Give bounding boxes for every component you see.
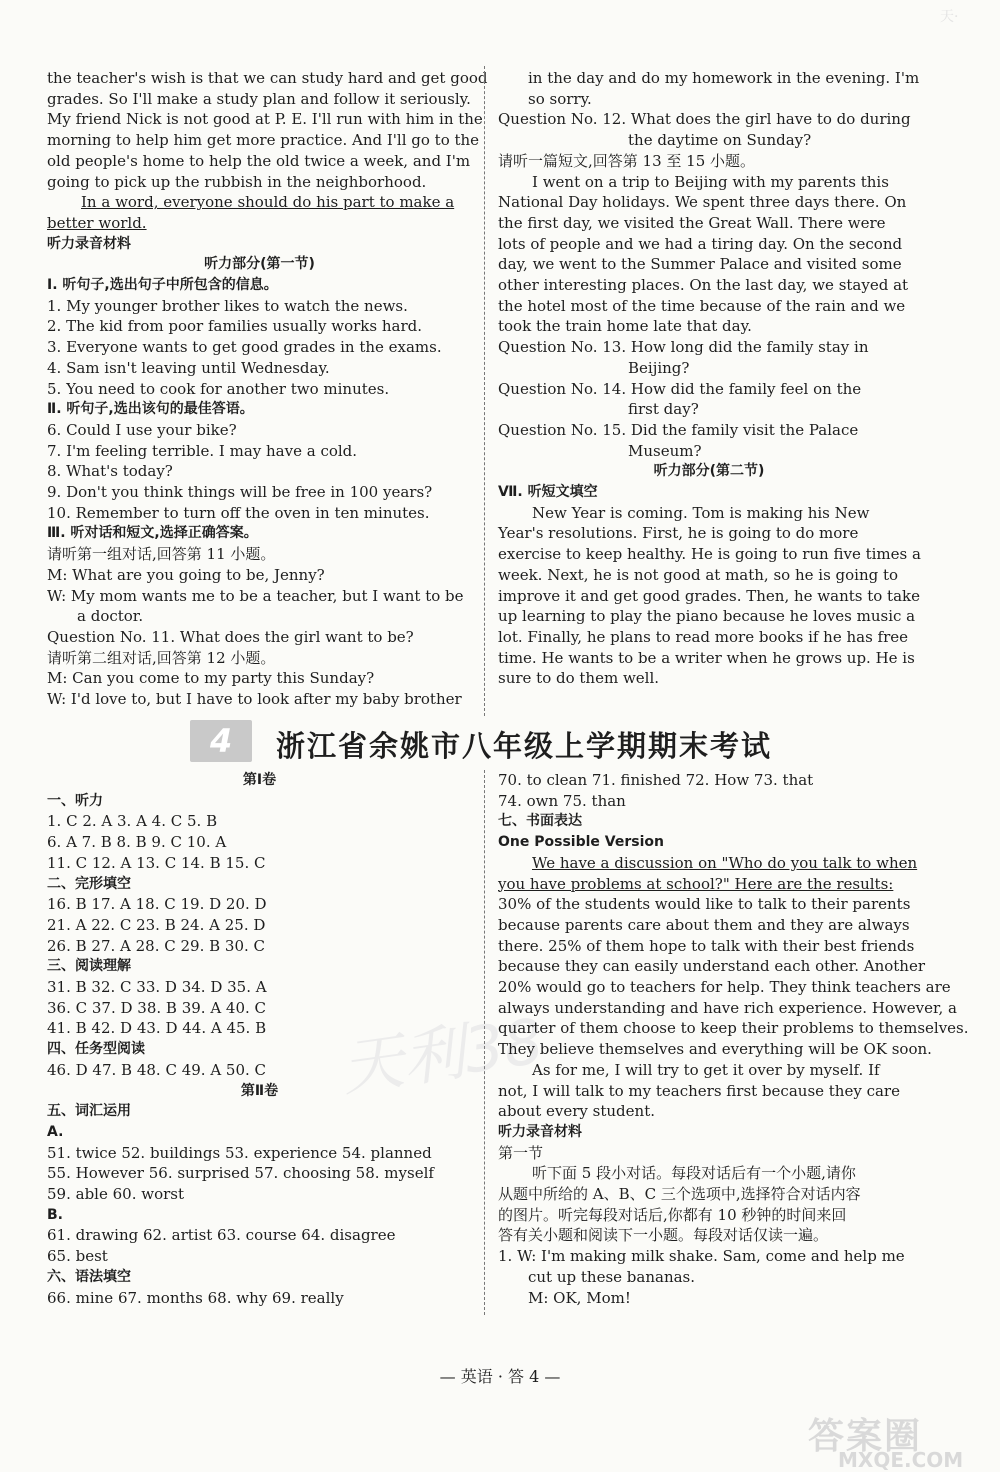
text-line: 1. W: I'm making milk shake. Sam, come and help me xyxy=(498,1247,905,1266)
text-line: 26. B 27. A 28. C 29. B 30. C xyxy=(47,936,266,955)
text-line: 21. A 22. C 23. B 24. A 25. D xyxy=(47,915,266,934)
text-line: 第Ⅰ卷 xyxy=(242,772,277,788)
text-line: 请听第一组对话,回答第 11 小题。 xyxy=(47,545,276,564)
text-line: 七、书面表达 xyxy=(498,813,582,830)
text-line: the daytime on Sunday? xyxy=(628,131,812,150)
text-line: M: Can you come to my party this Sunday? xyxy=(47,669,375,688)
text-line: the first day, we visited the Great Wall. There were xyxy=(498,213,886,232)
text-line: because they can easily understand each other. Another xyxy=(498,957,925,976)
text-line: 四、任务型阅读 xyxy=(47,1041,145,1058)
text-line: 第Ⅱ卷 xyxy=(240,1082,279,1099)
text-line: 第一节 xyxy=(498,1143,544,1162)
text-line: 听力录音材料 xyxy=(47,235,131,252)
text-line: 5. You need to cook for another two minutes. xyxy=(47,379,390,398)
text-line: I went on a trip to Beijing with my parents this xyxy=(532,172,889,191)
text-line: 6. A 7. B 8. B 9. C 10. A xyxy=(47,833,227,852)
center-watermark: 天利38 xyxy=(336,1004,548,1105)
column-divider-bottom xyxy=(484,770,485,1315)
text-line: 55. However 56. surprised 57. choosing 58. myself xyxy=(47,1164,434,1183)
text-line: day, we went to the Summer Palace and visited some xyxy=(498,255,902,274)
text-line: As for me, I will try to get it over by myself. If xyxy=(532,1060,880,1079)
text-line: morning to help him get more practice. And I'll go to the xyxy=(47,131,480,150)
text-line: quarter of them choose to keep their problems to themselves. xyxy=(498,1019,969,1038)
column-bottom-right xyxy=(498,770,969,1308)
column-top-right xyxy=(498,68,920,689)
text-line: exercise to keep healthy. He is going to run five times a xyxy=(498,545,921,564)
text-line: about every student. xyxy=(498,1102,655,1121)
text-line: there. 25% of them hope to talk with their best friends xyxy=(498,936,915,955)
text-line: time. He wants to be a writer when he grows up. He is xyxy=(498,648,915,667)
column-divider-top xyxy=(484,66,485,716)
text-line: lot. Finally, he plans to read more books if he has free xyxy=(498,627,909,646)
corner-watermark: 天· xyxy=(940,9,959,25)
text-line: 74. own 75. than xyxy=(498,791,626,810)
text-line: not, I will talk to my teachers first because they care xyxy=(498,1081,900,1100)
text-line: M: What are you going to be, Jenny? xyxy=(47,565,325,584)
text-line: Ⅱ. 听句子,选出该句的最佳答语。 xyxy=(47,401,254,418)
text-line: 36. C 37. D 38. B 39. A 40. C xyxy=(47,998,267,1017)
text-line: 从题中所给的 A、B、C 三个选项中,选择符合对话内容 xyxy=(498,1185,861,1204)
page-footer: — 英语 · 答 4 — xyxy=(439,1367,561,1386)
text-line: 六、语法填空 xyxy=(47,1268,131,1285)
text-line: 9. Don't you think things will be free in 100 years? xyxy=(47,483,433,502)
section-number-badge xyxy=(190,720,252,762)
text-line: a doctor. xyxy=(77,607,144,626)
text-line: Ⅲ. 听对话和短文,选择正确答案。 xyxy=(47,525,258,542)
text-line: going to pick up the rubbish in the neighborhood. xyxy=(47,172,427,191)
text-line: A. xyxy=(47,1123,64,1140)
text-line: always understanding and have rich experience. However, a xyxy=(498,998,958,1017)
exam-title: 浙江省余姚市八年级上学期期末考试 xyxy=(276,729,773,763)
text-line: took the train home late that day. xyxy=(498,317,752,336)
text-line: New Year is coming. Tom is making his New xyxy=(532,503,870,522)
text-line: My friend Nick is not good at P. E. I'll run with him in the xyxy=(47,110,483,129)
text-line: Question No. 11. What does the girl want to be? xyxy=(47,627,414,646)
text-line: W: My mom wants me to be a teacher, but I want to be xyxy=(47,586,464,605)
text-line: Question No. 15. Did the family visit the Palace xyxy=(498,420,859,439)
text-line: National Day holidays. We spent three days there. On xyxy=(498,193,907,212)
text-line: 20% would go to teachers for help. They think teachers are xyxy=(498,978,951,997)
text-line: better world. xyxy=(47,213,147,232)
text-line: 的图片。听完每段对话后,你都有 10 秒钟的时间来回 xyxy=(498,1205,847,1224)
column-bottom-left xyxy=(47,770,472,1308)
text-line: the hotel most of the time because of the rain and we xyxy=(498,296,906,315)
text-line: lots of people and we had a tiring day. On the second xyxy=(498,234,903,253)
text-line: 答有关小题和阅读下一小题。每段对话仅读一遍。 xyxy=(498,1226,829,1245)
text-line: 61. drawing 62. artist 63. course 64. disagree xyxy=(47,1226,396,1245)
text-line: 一、听力 xyxy=(47,792,103,809)
text-line: first day? xyxy=(628,400,699,419)
text-line: One Possible Version xyxy=(498,834,664,851)
section-number: 4 xyxy=(210,722,233,760)
text-line: so sorry. xyxy=(528,89,592,108)
text-line: They believe themselves and everything will be OK soon. xyxy=(498,1040,932,1059)
text-line: 65. best xyxy=(47,1247,108,1266)
text-line: M: OK, Mom! xyxy=(528,1288,631,1307)
text-line: 听力录音材料 xyxy=(498,1123,582,1140)
text-line: Question No. 12. What does the girl have to do during xyxy=(498,110,911,129)
text-line: 7. I'm feeling terrible. I may have a cold. xyxy=(47,441,358,460)
text-line: improve it and get good grades. Then, he wants to take xyxy=(498,586,920,605)
text-line: 听力部分(第二节) xyxy=(653,463,765,480)
text-line: B. xyxy=(47,1206,63,1223)
text-line: We have a discussion on "Who do you talk to when xyxy=(532,853,918,872)
text-line: W: I'd love to, but I have to look after my baby brother xyxy=(47,690,462,709)
text-line: old people's home to help the old twice a week, and I'm xyxy=(47,151,471,170)
text-line: 请听一篇短文,回答第 13 至 15 小题。 xyxy=(498,151,756,170)
text-line: 3. Everyone wants to get good grades in the exams. xyxy=(47,338,442,357)
column-top-left xyxy=(47,68,488,710)
text-line: 1. C 2. A 3. A 4. C 5. B xyxy=(47,812,218,831)
text-line: 2. The kid from poor families usually works hard. xyxy=(47,317,422,336)
text-line: week. Next, he is not good at math, so he is going to xyxy=(498,565,899,584)
text-line: 70. to clean 71. finished 72. How 73. that xyxy=(498,771,814,789)
text-line: Question No. 14. How did the family feel on the xyxy=(498,379,862,398)
text-line: 6. Could I use your bike? xyxy=(47,420,237,439)
text-line: the teacher's wish is that we can study hard and get good xyxy=(47,69,488,87)
text-line: sure to do them well. xyxy=(498,669,660,688)
text-line: in the day and do my homework in the evening. I'm xyxy=(528,69,920,87)
text-line: 66. mine 67. months 68. why 69. really xyxy=(47,1288,344,1307)
text-line: Question No. 13. How long did the family stay in xyxy=(498,338,869,357)
text-line: 10. Remember to turn off the oven in ten minutes. xyxy=(47,503,430,522)
text-line: Year's resolutions. First, he is going to do more xyxy=(498,524,859,543)
text-line: 4. Sam isn't leaving until Wednesday. xyxy=(47,358,330,377)
text-line: Beijing? xyxy=(628,358,690,377)
text-line: cut up these bananas. xyxy=(528,1267,696,1286)
text-line: 听下面 5 段小对话。每段对话后有一个小题,请你 xyxy=(532,1164,856,1183)
text-line: you have problems at school?" Here are the results: xyxy=(498,874,894,893)
text-line: 30% of the students would like to talk to their parents xyxy=(498,895,911,914)
text-line: grades. So I'll make a study plan and follow it seriously. xyxy=(47,89,471,108)
text-line: because parents care about them and they are always xyxy=(498,915,910,934)
text-line: Museum? xyxy=(628,441,702,460)
text-line: 听力部分(第一节) xyxy=(204,256,315,273)
text-line: Ⅶ. 听短文填空 xyxy=(498,484,598,501)
text-line: other interesting places. On the last day, we stayed at xyxy=(498,276,909,295)
text-line: 请听第二组对话,回答第 12 小题。 xyxy=(47,648,276,667)
text-line: 1. My younger brother likes to watch the news. xyxy=(47,296,408,315)
text-line: 8. What's today? xyxy=(47,462,173,481)
text-line: 51. twice 52. buildings 53. experience 54. planned xyxy=(47,1143,432,1162)
text-line: 11. C 12. A 13. C 14. B 15. C xyxy=(47,853,266,872)
site-watermark-url: MXQE.COM xyxy=(838,1448,964,1472)
text-line: In a word, everyone should do his part to make a xyxy=(81,193,455,212)
text-line: Ⅰ. 听句子,选出句子中所包含的信息。 xyxy=(47,277,278,294)
text-line: 五、词汇运用 xyxy=(47,1103,131,1120)
text-line: up learning to play the piano because he loves music a xyxy=(498,607,916,626)
text-line: 31. B 32. C 33. D 34. D 35. A xyxy=(47,978,267,997)
text-line: 三、阅读理解 xyxy=(47,958,131,975)
section-title-band xyxy=(190,718,800,766)
site-watermark-logo: 答案圈 xyxy=(808,1416,923,1457)
text-line: 41. B 42. D 43. D 44. A 45. B xyxy=(47,1019,267,1038)
text-line: 46. D 47. B 48. C 49. A 50. C xyxy=(47,1060,267,1079)
text-line: 二、完形填空 xyxy=(47,875,131,892)
site-watermark xyxy=(808,1408,998,1472)
text-line: 59. able 60. worst xyxy=(47,1185,184,1204)
text-line: 16. B 17. A 18. C 19. D 20. D xyxy=(47,895,267,914)
